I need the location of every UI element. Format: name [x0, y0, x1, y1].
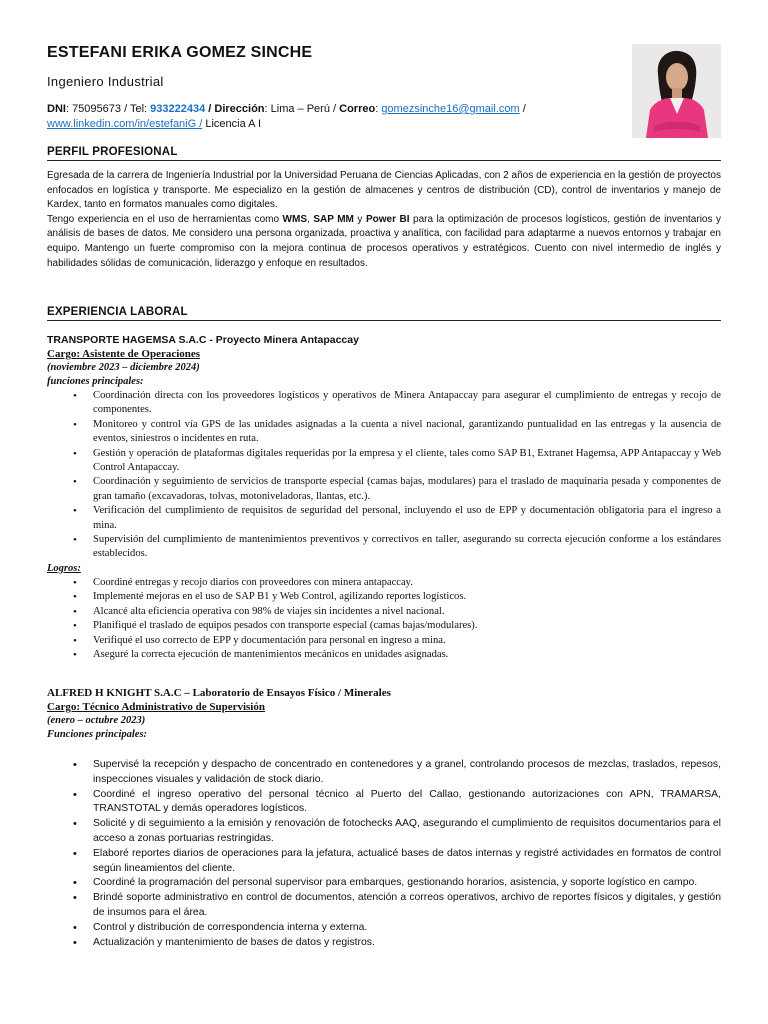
address-value: : Lima – Perú /	[264, 103, 340, 115]
profile-p2-c: y	[353, 213, 366, 225]
list-item: • Coordinación directa con los proveedores logísticos y operativos de Minera Antapaccay para asegurar el cumplimiento de entregas y recojo de componentes.	[47, 389, 721, 418]
dni-value: : 75095673 /	[65, 103, 130, 115]
list-item: • Monitoreo y control vía GPS de las unidades asignadas a la cuenta a nivel nacional, garantizando puntualidad en las entregas y la ausencia de eventos, siniestros o incidentes en ruta.	[47, 418, 721, 447]
spacer	[47, 742, 721, 758]
section-title-profile: PERFIL PROFESIONAL	[47, 146, 721, 161]
candidate-title: Ingeniero Industrial	[47, 74, 164, 89]
job2-functions-label: Funciones principales:	[47, 729, 148, 740]
list-item: • Coordiné entregas y recojo diarios con proveedores con minera antapaccay.	[47, 576, 721, 590]
job1-cargo: Cargo: Asistente de Operaciones	[47, 348, 201, 360]
email-separator: :	[375, 103, 382, 115]
list-item: • Elaboré reportes diarios de operaciones para la jefatura, actualicé bases de datos internas y registré actividades en formatos de control según lineamientos del cliente.	[47, 847, 721, 877]
profile-text	[47, 169, 721, 271]
profile-p2-d: para la optimización de procesos logísticos, gestión de inventarios y análisis de bases de datos. Me considero una persona organizada, proactiva y analítica, con facilidad para adaptarme a nuevos entornos y trabajar en equipo. Mantengo un fuerte compromiso con la mejora continua de procesos operativos y estratégicos. Cuento con nivel intermedio de inglés y habilidades sólidas de comunicación, liderazgo y enfoque en resultados.	[47, 213, 722, 269]
job2-functions-list	[47, 758, 721, 950]
profile-photo-illustration	[632, 44, 721, 138]
job1-functions-list	[47, 389, 721, 562]
email-label: Correo	[339, 103, 376, 115]
email-link[interactable]: gomezsinche16@gmail.com	[381, 103, 520, 115]
contact-info	[47, 102, 607, 132]
list-item: • Implementé mejoras en el uso de SAP B1 y Web Control, agilizando reportes logísticos.	[47, 590, 721, 604]
profile-sap: SAP MM	[313, 213, 354, 225]
header	[47, 44, 607, 132]
list-item: • Control y distribución de correspondencia interna y externa.	[47, 921, 721, 936]
job2-period: (enero – octubre 2023)	[47, 715, 146, 726]
job1-company: TRANSPORTE HAGEMSA S.A.C - Proyecto Minera Antapaccay	[47, 334, 359, 346]
job1-period: (noviembre 2023 – diciembre 2024)	[47, 362, 200, 373]
list-item: • Coordiné el ingreso operativo del personal técnico al Puerto del Callao, gestionando autorizaciones con APN, TRAMARSA, TRANSTOTAL y demás operadores logísticos.	[47, 788, 721, 818]
profile-wms: WMS	[282, 213, 307, 225]
dni-label: DNI	[47, 103, 66, 115]
profile-powerbi: Power BI	[365, 213, 410, 225]
email-trailing-slash: /	[519, 103, 526, 115]
profile-p2-b: ,	[307, 213, 314, 225]
list-item: • Gestión y operación de plataformas digitales requeridas por la empresa y el cliente, tales como SAP B1, Extranet Hagemsa, APP Antapaccay y Web Control Antapaccay.	[47, 447, 721, 476]
list-item: • Verificación del cumplimiento de requisitos de seguridad del personal, incluyendo el uso de EPP y documentación obligatoria para el ingreso a mina.	[47, 504, 721, 533]
profile-photo	[632, 44, 721, 138]
candidate-name: ESTEFANI ERIKA GOMEZ SINCHE	[47, 44, 313, 61]
job1-functions-label: funciones principales:	[47, 376, 144, 387]
list-item: • Solicité y di seguimiento a la emisión y renovación de fotochecks AAQ, asegurando el cumplimiento de requisitos documentarios para el acceso a zonas portuarias restringidas.	[47, 817, 721, 847]
profile-paragraph-1: Egresada de la carrera de Ingeniería Industrial por la Universidad Peruana de Ciencias Aplicadas, con 2 años de experiencia en la gestión de proyectos enfocados en logística y transporte. Me especializo en la gestión de almacenes y centros de distribución (CD), control de inventarios y manejo de Kardex, tanto en formatos manuales como digitales.	[47, 170, 721, 211]
profile-p2-a: Tengo experiencia en el uso de herramientas como	[47, 213, 283, 225]
phone-link[interactable]: 933222434	[150, 103, 206, 115]
job2-company: ALFRED H KNIGHT S.A.C – Laboratorio de Ensayos Físico / Minerales	[47, 687, 391, 699]
list-item: • Aseguré la correcta ejecución de mantenimientos mecánicos en unidades asignadas.	[47, 648, 721, 662]
job2-cargo: Cargo: Técnico Administrativo de Supervisión	[47, 701, 265, 713]
tel-label: Tel:	[129, 103, 151, 115]
list-item: • Supervisé la recepción y despacho de concentrado en contenedores y a granel, controlando procesos de mezclas, traslados, repesos, inspecciones visuales y validación de stock diario.	[47, 758, 721, 788]
address-label: / Dirección	[205, 103, 265, 115]
list-item: • Coordinación y seguimiento de servicios de transporte especial (camas bajas, modulares) para el traslado de maquinaria pesada y componentes de gran tamaño (excavadoras, tolvas, motoniveladoras, llantas, etc.).	[47, 475, 721, 504]
section-title-experience: EXPERIENCIA LABORAL	[47, 306, 721, 321]
job1-achievements-label: Logros:	[47, 562, 81, 574]
list-item: • Verifiqué el uso correcto de EPP y documentación para personal en ingreso a mina.	[47, 634, 721, 648]
job-alfred-knight	[47, 686, 721, 950]
list-item: • Alcancé alta eficiencia operativa con 98% de viajes sin incidentes a nivel nacional.	[47, 605, 721, 619]
job1-achievements-list	[47, 576, 721, 662]
list-item: • Coordiné la programación del personal supervisor para embarques, gestionando horarios, asistencia, y soporte logístico en campo.	[47, 876, 721, 891]
list-item: • Supervisión del cumplimiento de mantenimientos preventivos y correctivos en taller, asegurando su correcta ejecución conforme a los estándares establecidos.	[47, 533, 721, 562]
licence-text: Licencia A I	[202, 118, 262, 130]
job-hagemsa	[47, 333, 721, 662]
list-item: • Planifiqué el traslado de equipos pesados con transporte especial (camas bajas/modulares).	[47, 619, 721, 633]
list-item: • Brindé soporte administrativo en control de documentos, atención a correos operativos, archivo de reportes físicos y digitales, y gestión de insumos para el área.	[47, 891, 721, 921]
linkedin-link[interactable]: www.linkedin.com/in/estefaniG /	[47, 118, 203, 130]
list-item: • Actualización y mantenimiento de bases de datos y registros.	[47, 936, 721, 951]
